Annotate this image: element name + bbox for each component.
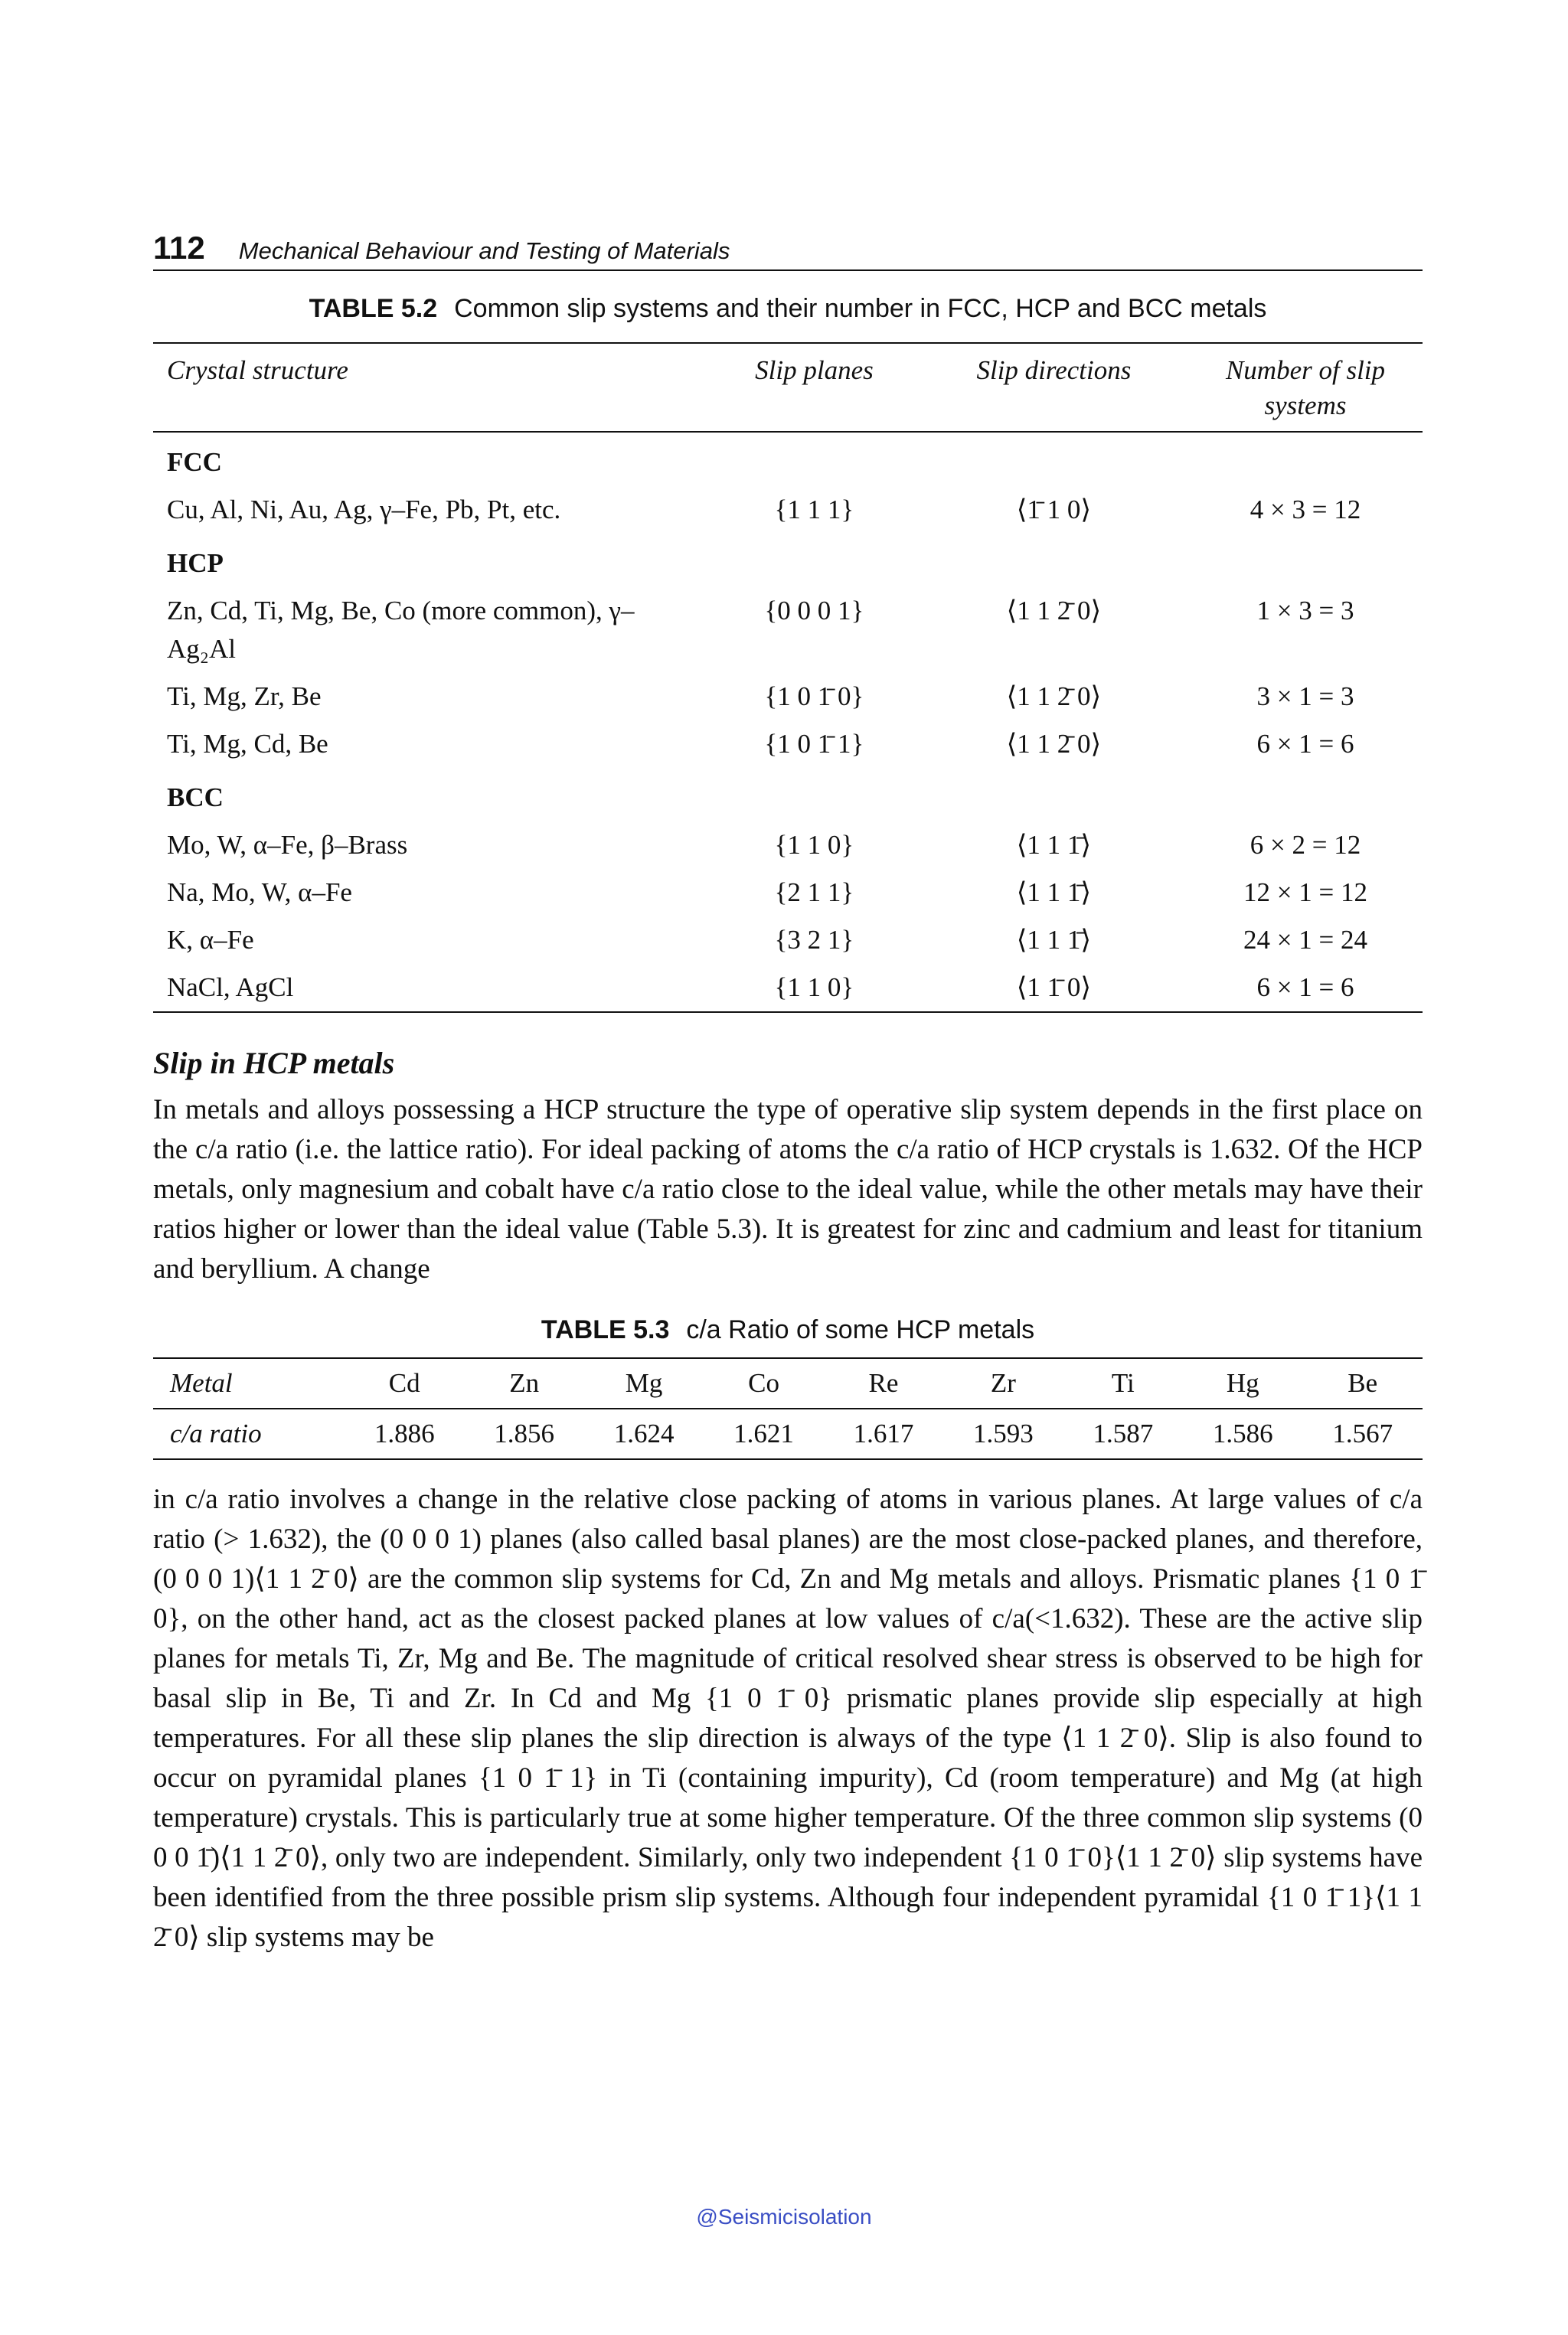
cell-structure: Mo, W, α–Fe, β–Brass bbox=[167, 830, 408, 860]
column-header: Slip directions bbox=[976, 355, 1132, 385]
cell-number: 6 × 2 = 12 bbox=[1250, 830, 1361, 860]
page-header bbox=[153, 230, 1423, 271]
ratio-cell: 1.567 bbox=[1332, 1419, 1393, 1448]
ratio-row bbox=[153, 1409, 1423, 1459]
table-5-2-caption bbox=[153, 294, 1423, 324]
cell-plane: {2 1 1} bbox=[774, 877, 854, 907]
group-row bbox=[153, 432, 1423, 486]
cell-plane: {1 1 0} bbox=[774, 972, 854, 1002]
ca-ratio-table bbox=[153, 1357, 1423, 1460]
page-number: 112 bbox=[153, 230, 205, 266]
cell-number: 1 × 3 = 3 bbox=[1256, 596, 1354, 625]
table-header-row bbox=[153, 343, 1423, 432]
row-label: Metal bbox=[170, 1368, 233, 1398]
table-caption: Common slip systems and their number in FCC, HCP and BCC metals bbox=[454, 294, 1267, 323]
cell-direction: ⟨1 1 2̄ 0⟩ bbox=[1006, 681, 1102, 711]
table-row bbox=[153, 821, 1423, 869]
cell-plane: {1 1 1} bbox=[774, 495, 854, 524]
ratio-cell: 1.587 bbox=[1093, 1419, 1154, 1448]
table-row bbox=[153, 587, 1423, 673]
table-row bbox=[153, 486, 1423, 534]
group-row bbox=[153, 768, 1423, 821]
metal-cell: Zr bbox=[990, 1368, 1016, 1398]
table-row bbox=[153, 964, 1423, 1012]
ratio-cell: 1.586 bbox=[1212, 1419, 1273, 1448]
group-row bbox=[153, 534, 1423, 587]
metal-cell: Zn bbox=[509, 1368, 540, 1398]
table-5-3-caption bbox=[153, 1315, 1423, 1345]
metal-cell: Be bbox=[1348, 1368, 1378, 1398]
metal-cell: Ti bbox=[1111, 1368, 1135, 1398]
group-label: HCP bbox=[167, 548, 224, 578]
cell-plane: {1 0 1̄ 0} bbox=[764, 681, 864, 711]
table-row bbox=[153, 869, 1423, 916]
cell-plane: {1 0 1̄ 1} bbox=[764, 729, 864, 759]
watermark: @Seismicisolation bbox=[696, 2205, 872, 2229]
paragraph-intro: In metals and alloys possessing a HCP structure the type of operative slip system depends in the first place on the c/a ratio (i.e. the lattice ratio). For ideal packing of atoms the c/a ratio of HCP crystals is 1.632. Of the HCP metals, only magnesium and cobalt have c/a ratio close to the ideal value, while the other metals may have their ratios higher or lower than the ideal value (Table 5.3). It is greatest for zinc and cadmium and least for titanium and beryllium. A change bbox=[153, 1094, 1423, 1285]
table-label: TABLE 5.2 bbox=[309, 294, 438, 323]
running-title: Mechanical Behaviour and Testing of Materials bbox=[238, 237, 730, 264]
cell-direction: ⟨1 1 1̄⟩ bbox=[1016, 830, 1092, 860]
cell-number: 12 × 1 = 12 bbox=[1243, 877, 1367, 907]
cell-direction: ⟨1 1 1̄⟩ bbox=[1016, 877, 1092, 907]
cell-direction: ⟨1 1 2̄ 0⟩ bbox=[1006, 729, 1102, 759]
cell-number: 4 × 3 = 12 bbox=[1250, 495, 1361, 524]
ratio-cell: 1.856 bbox=[494, 1419, 555, 1448]
cell-structure: K, α–Fe bbox=[167, 925, 254, 955]
table-row bbox=[153, 916, 1423, 964]
cell-structure: Cu, Al, Ni, Au, Ag, γ–Fe, Pb, Pt, etc. bbox=[167, 495, 561, 524]
cell-plane: {3 2 1} bbox=[774, 925, 854, 955]
cell-structure: Ti, Mg, Cd, Be bbox=[167, 729, 328, 759]
column-header: Slip planes bbox=[755, 355, 874, 385]
metal-cell: Re bbox=[868, 1368, 899, 1398]
cell-plane: {1 1 0} bbox=[774, 830, 854, 860]
ratio-cell: 1.886 bbox=[374, 1419, 435, 1448]
cell-structure: Zn, Cd, Ti, Mg, Be, Co (more common), γ–Ag₂Al bbox=[167, 596, 635, 664]
table-caption: c/a Ratio of some HCP metals bbox=[686, 1315, 1035, 1344]
ratio-cell: 1.624 bbox=[613, 1419, 675, 1448]
cell-structure: Na, Mo, W, α–Fe bbox=[167, 877, 352, 907]
ratio-cell: 1.621 bbox=[733, 1419, 794, 1448]
group-label: BCC bbox=[167, 782, 224, 812]
cell-plane: {0 0 0 1} bbox=[764, 596, 864, 625]
cell-direction: ⟨1 1 2̄ 0⟩ bbox=[1006, 596, 1102, 625]
ratio-cell: 1.593 bbox=[973, 1419, 1034, 1448]
metal-cell: Co bbox=[748, 1368, 779, 1398]
ratio-cell: 1.617 bbox=[853, 1419, 914, 1448]
group-label: FCC bbox=[167, 447, 222, 477]
cell-direction: ⟨1 1 1̄⟩ bbox=[1016, 925, 1092, 955]
metal-cell: Cd bbox=[388, 1368, 420, 1398]
column-header: Crystal structure bbox=[167, 355, 348, 385]
cell-structure: Ti, Mg, Zr, Be bbox=[167, 681, 322, 711]
page bbox=[153, 230, 1423, 1958]
cell-direction: ⟨1 1̄ 0⟩ bbox=[1016, 972, 1092, 1002]
cell-direction: ⟨1̄ 1 0⟩ bbox=[1016, 495, 1092, 524]
table-label: TABLE 5.3 bbox=[541, 1315, 670, 1344]
row-label: c/a ratio bbox=[170, 1419, 262, 1448]
metal-cell: Mg bbox=[625, 1368, 663, 1398]
metal-row bbox=[153, 1358, 1423, 1409]
table-row bbox=[153, 673, 1423, 720]
column-header: Number of slip systems bbox=[1225, 355, 1386, 420]
cell-number: 6 × 1 = 6 bbox=[1256, 972, 1354, 1002]
table-row bbox=[153, 720, 1423, 768]
slip-systems-table bbox=[153, 342, 1423, 1013]
section-heading: Slip in HCP metals bbox=[153, 1046, 395, 1080]
paragraph-main: in c/a ratio involves a change in the relative close packing of atoms in various planes. At large values of c/a ratio (> 1.632), the (0 0 0 1) planes (also called basal planes) are the most close-packed planes, and therefore, (0 0 0 1)⟨1 1 2̄ 0⟩ are the common slip systems for Cd, Zn and Mg metals and alloys. Prismatic planes {1 0 1̄ 0}, on the other hand, act as the closest packed planes at low values of c/a(<1.632). These are the active slip planes for metals Ti, Zr, Mg and Be. The magnitude of critical resolved shear stress is observed to be high for basal slip in Be, Ti and Zr. In Cd and Mg {1 0 1̄ 0} prismatic planes provide slip especially at high temperatures. For all these slip planes the slip direction is always of the type ⟨1 1 2̄ 0⟩. Slip is also found to occur on pyramidal planes {1 0 1̄ 1} in Ti (containing impurity), Cd (room temperature) and Mg (at high temperature) crystals. This is particularly true at some higher temperature. Of the three common slip systems (0 0 0 1̄)⟨1 1 2̄ 0⟩, only two are independent. Similarly, only two independent {1 0 1̄ 0}⟨1 1 2̄ 0⟩ slip systems have been identified from the three possible prism slip systems. Although four independent pyramidal {1 0 1̄ 1}⟨1 1 2̄ 0⟩ slip systems may be bbox=[153, 1484, 1423, 1953]
cell-structure: NaCl, AgCl bbox=[167, 972, 294, 1002]
cell-number: 6 × 1 = 6 bbox=[1256, 729, 1354, 759]
metal-cell: Hg bbox=[1226, 1368, 1259, 1398]
cell-number: 3 × 1 = 3 bbox=[1256, 681, 1354, 711]
cell-number: 24 × 1 = 24 bbox=[1243, 925, 1367, 955]
